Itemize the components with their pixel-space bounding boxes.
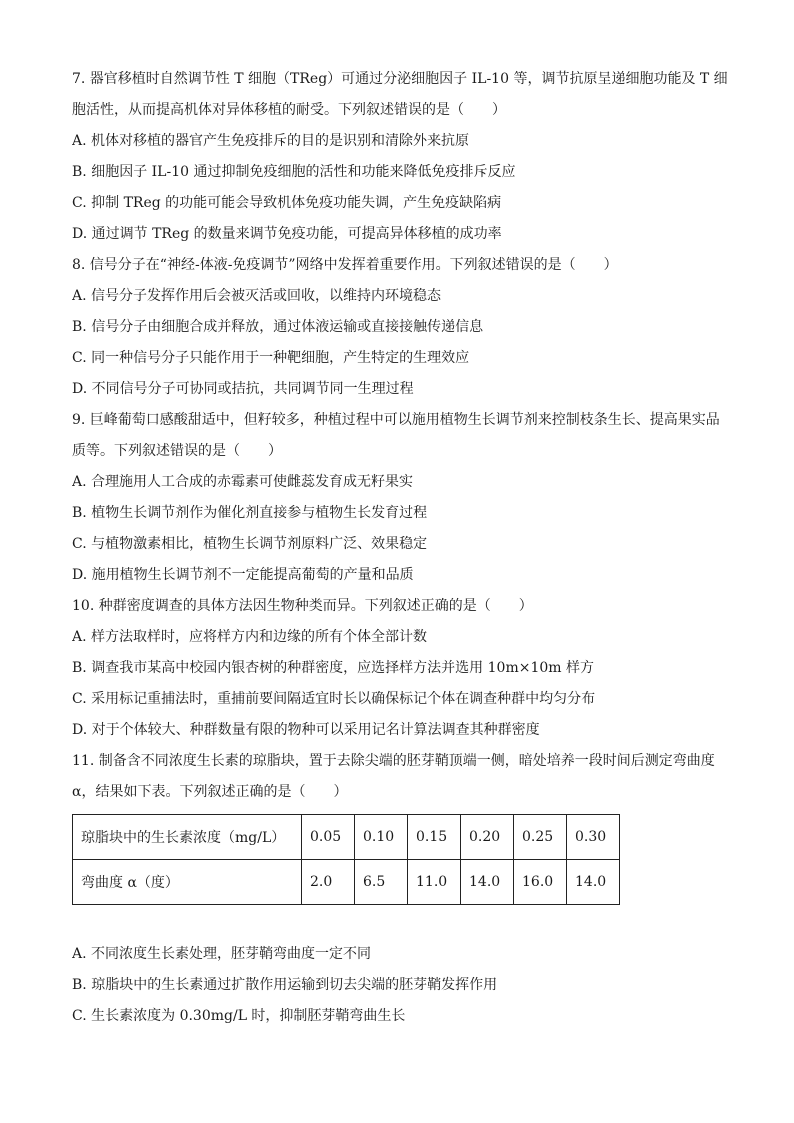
- table-cell: 0.05: [302, 815, 355, 860]
- option-b: B. 琼脂块中的生长素通过扩散作用运输到切去尖端的胚芽鞘发挥作用: [72, 977, 498, 993]
- question-10: [72, 591, 732, 746]
- option-c: C. 抑制 TReg 的功能可能会导致机体免疫功能失调，产生免疫缺陷病: [72, 195, 502, 211]
- data-table: [72, 814, 620, 905]
- table-cell: 0.10: [355, 815, 408, 860]
- option-b: B. 信号分子由细胞合成并释放，通过体液运输或直接接触传递信息: [72, 319, 484, 335]
- table-cell: 16.0: [514, 860, 567, 905]
- question-stem: 11. 制备含不同浓度生长素的琼脂块，置于去除尖端的胚芽鞘顶端一侧，暗处培养一段时间后测定弯曲度: [72, 753, 715, 769]
- table-cell: 14.0: [461, 860, 514, 905]
- option-d: D. 不同信号分子可协同或拮抗，共同调节同一生理过程: [72, 381, 414, 397]
- question-stem: α，结果如下表。下列叙述正确的是（ ）: [72, 784, 348, 800]
- table-cell: 0.30: [567, 815, 620, 860]
- question-stem: 10. 种群密度调查的具体方法因生物种类而异。下列叙述正确的是（ ）: [72, 598, 533, 614]
- option-a: A. 样方法取样时，应将样方内和边缘的所有个体全部计数: [72, 629, 428, 645]
- option-d: D. 对于个体较大、种群数量有限的物种可以采用记名计算法调查其种群密度: [72, 722, 540, 738]
- question-9: [72, 405, 732, 591]
- option-d: D. 施用植物生长调节剂不一定能提高葡萄的产量和品质: [72, 567, 414, 583]
- table-cell: 0.15: [408, 815, 461, 860]
- option-c: C. 生长素浓度为 0.30mg/L 时，抑制胚芽鞘弯曲生长: [72, 1008, 406, 1024]
- option-a: A. 合理施用人工合成的赤霉素可使雌蕊发育成无籽果实: [72, 474, 414, 490]
- option-d: D. 通过调节 TReg 的数量来调节免疫功能，可提高异体移植的成功率: [72, 226, 502, 242]
- question-stem: 质等。下列叙述错误的是（ ）: [72, 443, 282, 459]
- question-stem: 7. 器官移植时自然调节性 T 细胞（TReg）可通过分泌细胞因子 IL-10 等，调节抗原呈递细胞功能及 T 细: [72, 71, 728, 87]
- table-row: [73, 815, 620, 860]
- question-7: [72, 64, 732, 250]
- exam-page: [72, 64, 732, 1032]
- question-stem: 8. 信号分子在“神经-体液-免疫调节”网络中发挥着重要作用。下列叙述错误的是（ ）: [72, 257, 618, 273]
- table-header-cell: 琼脂块中的生长素浓度（mg/L）: [73, 815, 302, 860]
- table-cell: 14.0: [567, 860, 620, 905]
- table-cell: 6.5: [355, 860, 408, 905]
- option-c: C. 同一种信号分子只能作用于一种靶细胞，产生特定的生理效应: [72, 350, 470, 366]
- option-a: A. 不同浓度生长素处理，胚芽鞘弯曲度一定不同: [72, 946, 372, 962]
- table-row: [73, 860, 620, 905]
- table-header-cell: 弯曲度 α（度）: [73, 860, 302, 905]
- question-stem: 9. 巨峰葡萄口感酸甜适中，但籽较多，种植过程中可以施用植物生长调节剂来控制枝条生长、提高果实品: [72, 412, 720, 428]
- option-a: A. 机体对移植的器官产生免疫排斥的目的是识别和清除外来抗原: [72, 133, 470, 149]
- option-c: C. 与植物激素相比，植物生长调节剂原料广泛、效果稳定: [72, 536, 428, 552]
- table-cell: 2.0: [302, 860, 355, 905]
- option-c: C. 采用标记重捕法时，重捕前要间隔适宜时长以确保标记个体在调查种群中均匀分布: [72, 691, 596, 707]
- question-stem: 胞活性，从而提高机体对异体移植的耐受。下列叙述错误的是（ ）: [72, 102, 506, 118]
- table-cell: 11.0: [408, 860, 461, 905]
- question-11: [72, 746, 732, 1032]
- option-a: A. 信号分子发挥作用后会被灭活或回收，以维持内环境稳态: [72, 288, 442, 304]
- question-8: [72, 250, 732, 405]
- table-cell: 0.20: [461, 815, 514, 860]
- table-cell: 0.25: [514, 815, 567, 860]
- option-b: B. 细胞因子 IL-10 通过抑制免疫细胞的活性和功能来降低免疫排斥反应: [72, 164, 516, 180]
- option-b: B. 植物生长调节剂作为催化剂直接参与植物生长发育过程: [72, 505, 428, 521]
- option-b: B. 调查我市某高中校园内银杏树的种群密度，应选择样方法并选用 10m×10m 样方: [72, 660, 594, 676]
